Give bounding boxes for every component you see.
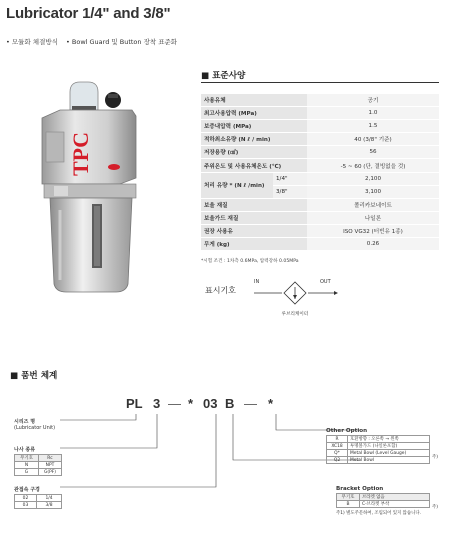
cell: N: [15, 462, 39, 469]
spec-value: 1.5: [307, 120, 439, 133]
table-row: [327, 436, 430, 443]
symbol-caption: 루브리케이터: [281, 312, 309, 317]
spec-label: 저장용량 (㎤): [201, 146, 307, 159]
cell: XC18: [327, 443, 348, 450]
code-part: PL: [126, 396, 143, 411]
cell: 투명볼가드 (나일론포함): [348, 443, 430, 450]
spec-value: 나일론: [307, 211, 439, 224]
port-table: [14, 494, 62, 509]
spec-value: 40 (3/8" 기준): [307, 133, 439, 146]
bracket-option-note: 주1) 별도주문하여, 조립되어 있지 않습니다.: [336, 511, 421, 516]
symbol-out-label: OUT: [320, 279, 331, 285]
bracket-option-block: [336, 486, 438, 516]
cell: 02: [15, 495, 37, 502]
spec-label: 보울 재질: [201, 198, 307, 211]
spec-sub-label: 1/4": [273, 172, 307, 185]
cell: C-브라켓 부착: [360, 501, 430, 508]
spec-label: 보울가드 재질: [201, 211, 307, 224]
thread-block: [14, 446, 62, 476]
spec-value: 2,100: [307, 172, 439, 185]
ordering-section-title: ■ 품번 체계: [10, 371, 58, 381]
cell: Q2: [327, 457, 348, 464]
tpc-logo: TPC: [68, 132, 93, 176]
code-part: 03: [203, 396, 218, 411]
table-row: [327, 457, 430, 464]
spec-label: 적하최소유량 (N ℓ / min): [201, 133, 307, 146]
table-row: [15, 502, 62, 509]
spec-value: 56: [307, 146, 439, 159]
symbol-in-label: IN: [254, 279, 260, 285]
code-part: B: [225, 396, 235, 411]
spec-label: 처리 유량 * (N ℓ /min): [201, 172, 273, 198]
table-row: [15, 455, 62, 462]
cell: 무기호: [15, 455, 39, 462]
cell: 브라켓 없음: [360, 494, 430, 501]
bracket-option-table: [336, 493, 430, 508]
thread-table: [14, 454, 62, 476]
spec-label: 권장 사용유: [201, 224, 307, 237]
code-part: *: [188, 396, 194, 411]
spec-value: 공기: [307, 94, 439, 107]
cell: G: [15, 469, 39, 476]
spec-section-title: ■ 표준사양: [201, 71, 246, 81]
spec-label: 보증내압력 (MPa): [201, 120, 307, 133]
port-title: 관접속 구경: [14, 487, 40, 493]
other-option-table: [326, 435, 430, 464]
cell: Metal Bowl (Level Gauge): [348, 450, 430, 457]
other-option-title: Other Option: [326, 428, 368, 434]
spec-value: 3,100: [307, 185, 439, 198]
table-row: [15, 462, 62, 469]
table-row: [15, 495, 62, 502]
cell: Q*: [327, 450, 348, 457]
spec-sub-label: 3/8": [273, 185, 307, 198]
cell: 무기호: [337, 494, 360, 501]
other-option-block: [326, 428, 438, 464]
spec-value: -5 ~ 60 (단, 결빙없을 것): [307, 159, 439, 172]
spec-label: 주위온도 및 사용유체온도 (℃): [201, 159, 307, 172]
series-block: [14, 418, 55, 431]
code-part: —: [168, 396, 181, 411]
spec-note: *시험 조건 : 1차측 0.6MPa, 압력강하 0.05MPa: [201, 259, 299, 264]
thread-title: 나사 종류: [14, 447, 36, 453]
series-subtitle: (Lubricator Unit): [14, 425, 56, 431]
table-row: [15, 469, 62, 476]
other-option-note: 주): [432, 455, 438, 460]
table-row: [337, 494, 430, 501]
table-row: [327, 443, 430, 450]
spec-value: ISO VG32 (터빈유 1종): [307, 224, 439, 237]
code-part: *: [268, 396, 274, 411]
cell: 1/4: [36, 495, 61, 502]
spec-label: 무게 (kg): [201, 238, 307, 251]
spec-label: 사용유체: [201, 94, 307, 107]
spec-value: 0.26: [307, 238, 439, 251]
page-title: Lubricator 1/4" and 3/8": [6, 5, 171, 22]
port-block: [14, 486, 62, 509]
cell: G(PF): [38, 469, 61, 476]
table-row: [327, 450, 430, 457]
cell: Metal Bowl: [348, 457, 430, 464]
code-part: —: [244, 396, 257, 411]
cell: Rc: [38, 455, 61, 462]
feature-item: • Bowl Guard 및 Button 장착 표준화: [66, 38, 178, 46]
cell: 03: [15, 502, 37, 509]
table-row: [337, 501, 430, 508]
bracket-option-note-mark: 주): [432, 505, 438, 510]
cell: B: [337, 501, 360, 508]
feature-item: • 모듈화 체결방식: [6, 38, 58, 46]
spec-value: 폴리카보네이트: [307, 198, 439, 211]
cell: R: [327, 436, 348, 443]
spec-value: 1.0: [307, 107, 439, 120]
cell: NPT: [38, 462, 61, 469]
cell: 호환방향 : 오른쪽 → 왼쪽: [348, 436, 430, 443]
cell: 3/8: [36, 502, 61, 509]
code-part: 3: [153, 396, 161, 411]
bracket-option-title: Bracket Option: [336, 486, 384, 492]
series-title: 시리즈 명: [14, 419, 36, 425]
spec-label: 최고사용압력 (MPa): [201, 107, 307, 120]
symbol-label: 표시기호: [205, 286, 236, 295]
